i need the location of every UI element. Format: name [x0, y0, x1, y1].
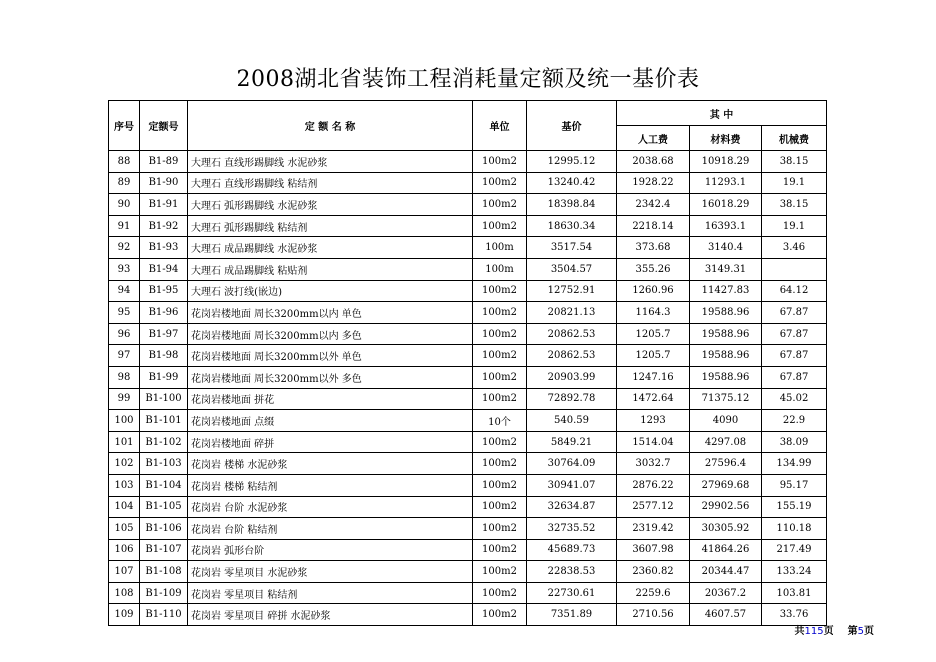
cell-base-price: 13240.42: [527, 172, 617, 194]
cell-name: 花岗岩 零星项目 水泥砂浆: [188, 561, 473, 583]
cell-base-price: 20862.53: [527, 323, 617, 345]
cell-code: B1-89: [140, 151, 188, 173]
table-row: [109, 453, 827, 475]
cell-labor: 1247.16: [617, 366, 690, 388]
cell-machine: 38.09: [762, 431, 827, 453]
cell-labor: 2259.6: [617, 582, 690, 604]
cell-base-price: 12995.12: [527, 151, 617, 173]
cell-material: 4090: [690, 410, 762, 432]
cell-labor: 1164.3: [617, 302, 690, 324]
cell-labor: 1260.96: [617, 280, 690, 302]
cell-labor: 1928.22: [617, 172, 690, 194]
cell-material: 10918.29: [690, 151, 762, 173]
cell-material: 20344.47: [690, 561, 762, 583]
table-row: [109, 431, 827, 453]
cell-seq: 89: [109, 172, 140, 194]
cell-base-price: 20821.13: [527, 302, 617, 324]
cell-name: 花岗岩 弧形台阶: [188, 539, 473, 561]
cell-machine: 45.02: [762, 388, 827, 410]
cell-material: 4607.57: [690, 604, 762, 626]
table-row: [109, 604, 827, 626]
cell-seq: 100: [109, 410, 140, 432]
cell-code: B1-101: [140, 410, 188, 432]
total-suffix: 页: [823, 626, 834, 637]
total-pages: 115: [804, 626, 824, 637]
cell-unit: 100m2: [473, 215, 527, 237]
cell-unit: 100m2: [473, 345, 527, 367]
cell-machine: 217.49: [762, 539, 827, 561]
cell-labor: 2577.12: [617, 496, 690, 518]
table-row: [109, 582, 827, 604]
cell-name: 花岗岩楼地面 碎拼: [188, 431, 473, 453]
table-row: [109, 366, 827, 388]
table-row: [109, 194, 827, 216]
cell-unit: 100m2: [473, 323, 527, 345]
cell-name: 花岗岩楼地面 点缀: [188, 410, 473, 432]
cell-base-price: 30941.07: [527, 474, 617, 496]
cell-material: 16018.29: [690, 194, 762, 216]
cell-material: 19588.96: [690, 302, 762, 324]
current-page: 5: [857, 626, 864, 637]
cell-material: 19588.96: [690, 366, 762, 388]
cell-code: B1-104: [140, 474, 188, 496]
cell-material: 11293.1: [690, 172, 762, 194]
cell-name: 大理石 成品踢脚线 粘贴剂: [188, 258, 473, 280]
header-group: 其 中: [617, 101, 827, 126]
cell-base-price: 7351.89: [527, 604, 617, 626]
cell-material: 3140.4: [690, 237, 762, 259]
cell-name: 花岗岩楼地面 周长3200mm以外 多色: [188, 366, 473, 388]
cell-code: B1-90: [140, 172, 188, 194]
cell-labor: 3032.7: [617, 453, 690, 475]
cell-material: 11427.83: [690, 280, 762, 302]
cell-seq: 101: [109, 431, 140, 453]
table-row: [109, 474, 827, 496]
cell-base-price: 22730.61: [527, 582, 617, 604]
cell-unit: 100m2: [473, 582, 527, 604]
cell-base-price: 3517.54: [527, 237, 617, 259]
cell-unit: 100m2: [473, 151, 527, 173]
header-material: 材料费: [690, 126, 762, 151]
cell-code: B1-110: [140, 604, 188, 626]
cell-unit: 100m2: [473, 172, 527, 194]
cell-machine: 134.99: [762, 453, 827, 475]
cell-machine: 38.15: [762, 194, 827, 216]
table-row: [109, 388, 827, 410]
cell-machine: 33.76: [762, 604, 827, 626]
cell-seq: 94: [109, 280, 140, 302]
cell-labor: 2876.22: [617, 474, 690, 496]
cell-machine: 67.87: [762, 302, 827, 324]
cell-material: 71375.12: [690, 388, 762, 410]
cell-code: B1-94: [140, 258, 188, 280]
cell-seq: 95: [109, 302, 140, 324]
cell-unit: 100m2: [473, 431, 527, 453]
cell-material: 19588.96: [690, 323, 762, 345]
table-body: [109, 151, 827, 626]
table-row: [109, 151, 827, 173]
cell-labor: 355.26: [617, 258, 690, 280]
cell-unit: 100m: [473, 237, 527, 259]
cell-code: B1-109: [140, 582, 188, 604]
cell-material: 16393.1: [690, 215, 762, 237]
cell-base-price: 30764.09: [527, 453, 617, 475]
cell-seq: 106: [109, 539, 140, 561]
cell-seq: 97: [109, 345, 140, 367]
cell-seq: 109: [109, 604, 140, 626]
cell-machine: 103.81: [762, 582, 827, 604]
cell-name: 大理石 波打线(嵌边): [188, 280, 473, 302]
cell-machine: 3.46: [762, 237, 827, 259]
cell-machine: [762, 258, 827, 280]
cell-machine: 67.87: [762, 366, 827, 388]
cell-base-price: 22838.53: [527, 561, 617, 583]
cell-seq: 92: [109, 237, 140, 259]
cell-seq: 91: [109, 215, 140, 237]
page-title: 2008湖北省装饰工程消耗量定额及统一基价表: [236, 67, 700, 92]
cell-machine: 64.12: [762, 280, 827, 302]
cell-base-price: 32735.52: [527, 518, 617, 540]
cell-labor: 2360.82: [617, 561, 690, 583]
cell-labor: 1205.7: [617, 323, 690, 345]
table-row: [109, 410, 827, 432]
cell-labor: 2319.42: [617, 518, 690, 540]
cell-unit: 100m2: [473, 280, 527, 302]
cell-labor: 3607.98: [617, 539, 690, 561]
cell-material: 27596.4: [690, 453, 762, 475]
quota-table: [108, 100, 827, 626]
cell-code: B1-106: [140, 518, 188, 540]
cell-material: 19588.96: [690, 345, 762, 367]
cell-labor: 373.68: [617, 237, 690, 259]
cell-name: 花岗岩 楼梯 粘结剂: [188, 474, 473, 496]
header-base-price: 基价: [527, 101, 617, 151]
cell-name: 大理石 直线形踢脚线 水泥砂浆: [188, 151, 473, 173]
cell-machine: 19.1: [762, 172, 827, 194]
cell-labor: 2218.14: [617, 215, 690, 237]
cell-seq: 93: [109, 258, 140, 280]
cell-name: 花岗岩 台阶 粘结剂: [188, 518, 473, 540]
cell-labor: 1514.04: [617, 431, 690, 453]
cell-code: B1-93: [140, 237, 188, 259]
header-code: 定额号: [140, 101, 188, 151]
cell-code: B1-96: [140, 302, 188, 324]
table-row: [109, 172, 827, 194]
table-row: [109, 258, 827, 280]
cell-machine: 155.19: [762, 496, 827, 518]
cell-unit: 10个: [473, 410, 527, 432]
header-name: 定 额 名 称: [188, 101, 473, 151]
cell-name: 大理石 直线形踢脚线 粘结剂: [188, 172, 473, 194]
cell-base-price: 20862.53: [527, 345, 617, 367]
cell-material: 41864.26: [690, 539, 762, 561]
cell-seq: 104: [109, 496, 140, 518]
cell-material: 30305.92: [690, 518, 762, 540]
cell-unit: 100m: [473, 258, 527, 280]
table-row: [109, 345, 827, 367]
table-row: [109, 518, 827, 540]
page-footer: [795, 622, 874, 637]
header-machine: 机械费: [762, 126, 827, 151]
cell-name: 花岗岩 楼梯 水泥砂浆: [188, 453, 473, 475]
cell-material: 4297.08: [690, 431, 762, 453]
cell-machine: 133.24: [762, 561, 827, 583]
cell-code: B1-95: [140, 280, 188, 302]
cell-code: B1-92: [140, 215, 188, 237]
cell-unit: 100m2: [473, 496, 527, 518]
cell-name: 花岗岩楼地面 周长3200mm以内 多色: [188, 323, 473, 345]
table-row: [109, 215, 827, 237]
cell-seq: 102: [109, 453, 140, 475]
cell-code: B1-91: [140, 194, 188, 216]
cell-name: 花岗岩 台阶 水泥砂浆: [188, 496, 473, 518]
table-row: [109, 237, 827, 259]
cell-seq: 108: [109, 582, 140, 604]
cell-base-price: 540.59: [527, 410, 617, 432]
cell-machine: 67.87: [762, 323, 827, 345]
cell-code: B1-105: [140, 496, 188, 518]
cell-labor: 1293: [617, 410, 690, 432]
cell-code: B1-108: [140, 561, 188, 583]
cell-material: 27969.68: [690, 474, 762, 496]
table-row: [109, 539, 827, 561]
cell-labor: 2038.68: [617, 151, 690, 173]
cell-machine: 110.18: [762, 518, 827, 540]
cell-name: 大理石 弧形踢脚线 水泥砂浆: [188, 194, 473, 216]
cell-seq: 107: [109, 561, 140, 583]
current-suffix: 页: [864, 626, 874, 637]
cell-base-price: 3504.57: [527, 258, 617, 280]
cell-unit: 100m2: [473, 539, 527, 561]
cell-seq: 96: [109, 323, 140, 345]
cell-name: 花岗岩楼地面 周长3200mm以内 单色: [188, 302, 473, 324]
cell-name: 花岗岩 零星项目 粘结剂: [188, 582, 473, 604]
cell-base-price: 18630.34: [527, 215, 617, 237]
cell-code: B1-100: [140, 388, 188, 410]
cell-material: 3149.31: [690, 258, 762, 280]
cell-unit: 100m2: [473, 453, 527, 475]
table-row: [109, 280, 827, 302]
cell-name: 花岗岩 零星项目 碎拼 水泥砂浆: [188, 604, 473, 626]
cell-seq: 105: [109, 518, 140, 540]
cell-seq: 103: [109, 474, 140, 496]
cell-machine: 19.1: [762, 215, 827, 237]
cell-machine: 38.15: [762, 151, 827, 173]
cell-machine: 67.87: [762, 345, 827, 367]
cell-base-price: 45689.73: [527, 539, 617, 561]
total-prefix: 共: [794, 626, 805, 637]
cell-labor: 1205.7: [617, 345, 690, 367]
cell-labor: 1472.64: [617, 388, 690, 410]
cell-unit: 100m2: [473, 194, 527, 216]
cell-code: B1-103: [140, 453, 188, 475]
cell-code: B1-107: [140, 539, 188, 561]
cell-name: 花岗岩楼地面 周长3200mm以外 单色: [188, 345, 473, 367]
cell-base-price: 5849.21: [527, 431, 617, 453]
cell-base-price: 20903.99: [527, 366, 617, 388]
table-row: [109, 561, 827, 583]
table-row: [109, 302, 827, 324]
cell-code: B1-98: [140, 345, 188, 367]
cell-machine: 95.17: [762, 474, 827, 496]
cell-base-price: 18398.84: [527, 194, 617, 216]
cell-base-price: 12752.91: [527, 280, 617, 302]
cell-unit: 100m2: [473, 604, 527, 626]
cell-code: B1-102: [140, 431, 188, 453]
header-seq: 序号: [109, 101, 140, 151]
header-unit: 单位: [473, 101, 527, 151]
cell-base-price: 32634.87: [527, 496, 617, 518]
cell-seq: 99: [109, 388, 140, 410]
cell-labor: 2710.56: [617, 604, 690, 626]
cell-unit: 100m2: [473, 518, 527, 540]
cell-unit: 100m2: [473, 366, 527, 388]
table-row: [109, 496, 827, 518]
cell-unit: 100m2: [473, 474, 527, 496]
cell-unit: 100m2: [473, 302, 527, 324]
cell-material: 20367.2: [690, 582, 762, 604]
cell-seq: 88: [109, 151, 140, 173]
cell-name: 花岗岩楼地面 拼花: [188, 388, 473, 410]
cell-name: 大理石 弧形踢脚线 粘结剂: [188, 215, 473, 237]
cell-labor: 2342.4: [617, 194, 690, 216]
cell-machine: 22.9: [762, 410, 827, 432]
cell-base-price: 72892.78: [527, 388, 617, 410]
cell-seq: 98: [109, 366, 140, 388]
cell-unit: 100m2: [473, 561, 527, 583]
cell-name: 大理石 成品踢脚线 水泥砂浆: [188, 237, 473, 259]
cell-code: B1-99: [140, 366, 188, 388]
table-row: [109, 323, 827, 345]
cell-material: 29902.56: [690, 496, 762, 518]
cell-unit: 100m2: [473, 388, 527, 410]
current-prefix: 第: [847, 626, 858, 637]
header-labor: 人工费: [617, 126, 690, 151]
cell-code: B1-97: [140, 323, 188, 345]
cell-seq: 90: [109, 194, 140, 216]
